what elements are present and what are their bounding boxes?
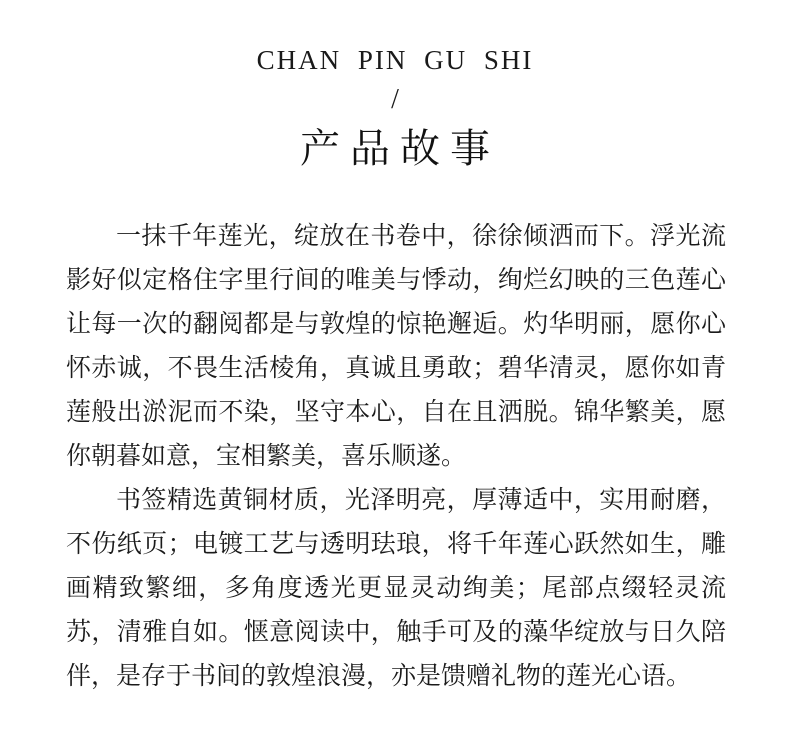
- story-paragraph: 书签精选黄铜材质，光泽明亮，厚薄适中，实用耐磨，不伤纸页；电镀工艺与透明珐琅，将千年莲心跃然如生，雕画精致繁细，多角度透光更显灵动绚美；尾部点缀轻灵流苏，清雅自如。惬意阅读中，触手可及的藻华绽放与日久陪伴，是存于书间的敦煌浪漫，亦是馈赠礼物的莲光心语。: [66, 485, 726, 690]
- story-body: [66, 214, 726, 698]
- page-title: 产品故事: [300, 126, 500, 172]
- story-paragraph: 一抹千年莲光，绽放在书卷中，徐徐倾洒而下。浮光流影好似定格住字里行间的唯美与悸动，绚烂幻映的三色莲心让每一次的翻阅都是与敦煌的惊艳邂逅。灼华明丽，愿你心怀赤诚，不畏生活棱角，真诚且勇敢；碧华清灵，愿你如青莲般出淤泥而不染，坚守本心，自在且洒脱。锦华繁美，愿你朝暮如意，宝相繁美，喜乐顺遂。: [66, 221, 726, 470]
- pinyin-subtitle: CHAN PIN GU SHI: [256, 45, 534, 75]
- slash-divider: /: [391, 84, 399, 115]
